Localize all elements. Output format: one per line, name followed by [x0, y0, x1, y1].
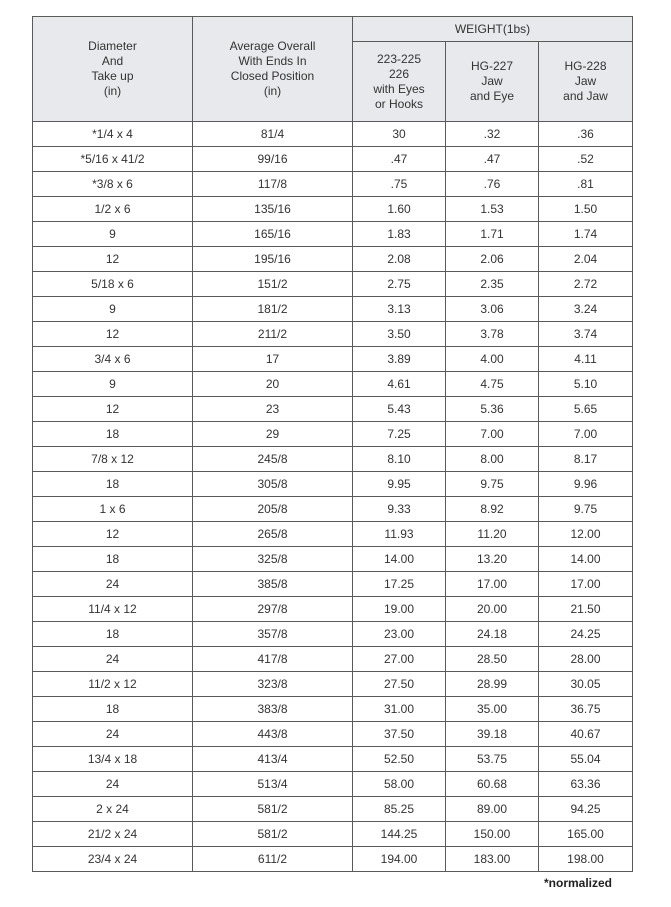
weight-jaw-jaw-cell: .36 — [539, 122, 633, 147]
table-row — [33, 147, 633, 172]
weight-jaw-jaw-cell: 9.75 — [539, 497, 633, 522]
diameter-header: Diameter And Take up (in) — [33, 17, 193, 122]
table-row — [33, 372, 633, 397]
overall-length-cell: 181/2 — [193, 297, 353, 322]
weight-jaw-eye-cell: 53.75 — [446, 747, 539, 772]
weight-eyes-hooks-cell: 27.00 — [353, 647, 446, 672]
weight-jaw-eye-cell: 17.00 — [446, 572, 539, 597]
diameter-cell: 13/4 x 18 — [33, 747, 193, 772]
weight-jaw-jaw-cell: 63.36 — [539, 772, 633, 797]
diameter-cell: 9 — [33, 222, 193, 247]
weight-jaw-eye-cell: 1.71 — [446, 222, 539, 247]
weight-eyes-hooks-cell: 52.50 — [353, 747, 446, 772]
weight-eyes-hooks-cell: .75 — [353, 172, 446, 197]
diameter-cell: 18 — [33, 622, 193, 647]
weight-eyes-hooks-cell: 27.50 — [353, 672, 446, 697]
weight-jaw-jaw-cell: 9.96 — [539, 472, 633, 497]
weight-header: WEIGHT(1bs) — [353, 17, 633, 42]
weight-jaw-eye-cell: .32 — [446, 122, 539, 147]
table-row — [33, 347, 633, 372]
overall-length-cell: 417/8 — [193, 647, 353, 672]
weight-jaw-eye-cell: 3.06 — [446, 297, 539, 322]
weight-jaw-jaw-cell: 1.74 — [539, 222, 633, 247]
overall-length-cell: 20 — [193, 372, 353, 397]
overall-length-cell: 443/8 — [193, 722, 353, 747]
weight-eyes-hooks-cell: 9.95 — [353, 472, 446, 497]
weight-jaw-eye-cell: 20.00 — [446, 597, 539, 622]
table-row — [33, 672, 633, 697]
weight-jaw-eye-cell: .47 — [446, 147, 539, 172]
weight-jaw-jaw-cell: 2.04 — [539, 247, 633, 272]
diameter-cell: 5/18 x 6 — [33, 272, 193, 297]
table-row — [33, 597, 633, 622]
overall-length-cell: 265/8 — [193, 522, 353, 547]
table-row — [33, 822, 633, 847]
weight-eyes-hooks-cell: 85.25 — [353, 797, 446, 822]
overall-length-cell: 17 — [193, 347, 353, 372]
overall-length-cell: 413/4 — [193, 747, 353, 772]
weight-jaw-eye-cell: 4.75 — [446, 372, 539, 397]
table-row — [33, 847, 633, 872]
diameter-cell: 18 — [33, 547, 193, 572]
overall-length-cell: 383/8 — [193, 697, 353, 722]
weight-jaw-eye-cell: 183.00 — [446, 847, 539, 872]
weight-jaw-jaw-cell: 55.04 — [539, 747, 633, 772]
diameter-cell: 9 — [33, 297, 193, 322]
weight-eyes-hooks-cell: 4.61 — [353, 372, 446, 397]
weight-jaw-jaw-header: HG-228 Jaw and Jaw — [539, 42, 633, 122]
table-row — [33, 247, 633, 272]
weight-jaw-jaw-cell: 36.75 — [539, 697, 633, 722]
overall-length-cell: 29 — [193, 422, 353, 447]
table-row — [33, 772, 633, 797]
overall-length-cell: 325/8 — [193, 547, 353, 572]
diameter-cell: 24 — [33, 572, 193, 597]
overall-length-cell: 385/8 — [193, 572, 353, 597]
overall-length-cell: 513/4 — [193, 772, 353, 797]
turnbuckle-weight-table — [32, 16, 633, 872]
diameter-cell: 24 — [33, 772, 193, 797]
weight-eyes-hooks-cell: 5.43 — [353, 397, 446, 422]
weight-jaw-eye-cell: 9.75 — [446, 472, 539, 497]
table-row — [33, 197, 633, 222]
diameter-cell: 24 — [33, 647, 193, 672]
overall-length-cell: 23 — [193, 397, 353, 422]
overall-length-header: Average Overall With Ends In Closed Position (in) — [193, 17, 353, 122]
table-row — [33, 797, 633, 822]
diameter-cell: 18 — [33, 472, 193, 497]
table-row — [33, 722, 633, 747]
diameter-cell: *3/8 x 6 — [33, 172, 193, 197]
weight-jaw-jaw-cell: 40.67 — [539, 722, 633, 747]
diameter-cell: 11/4 x 12 — [33, 597, 193, 622]
diameter-cell: 11/2 x 12 — [33, 672, 193, 697]
weight-eyes-hooks-cell: 37.50 — [353, 722, 446, 747]
weight-jaw-eye-cell: 39.18 — [446, 722, 539, 747]
diameter-cell: 12 — [33, 322, 193, 347]
weight-jaw-jaw-cell: 8.17 — [539, 447, 633, 472]
table-row — [33, 397, 633, 422]
diameter-cell: 2 x 24 — [33, 797, 193, 822]
table-row — [33, 747, 633, 772]
diameter-cell: 1/2 x 6 — [33, 197, 193, 222]
overall-length-cell: 99/16 — [193, 147, 353, 172]
weight-jaw-jaw-cell: 28.00 — [539, 647, 633, 672]
weight-jaw-eye-cell: 13.20 — [446, 547, 539, 572]
overall-length-cell: 81/4 — [193, 122, 353, 147]
table-row — [33, 547, 633, 572]
table-row — [33, 647, 633, 672]
table-row — [33, 172, 633, 197]
diameter-cell: 1 x 6 — [33, 497, 193, 522]
weight-jaw-eye-cell: .76 — [446, 172, 539, 197]
diameter-cell: 24 — [33, 722, 193, 747]
weight-jaw-eye-cell: 11.20 — [446, 522, 539, 547]
diameter-cell: 21/2 x 24 — [33, 822, 193, 847]
weight-jaw-eye-cell: 28.50 — [446, 647, 539, 672]
footnote: *normalized — [544, 876, 613, 890]
weight-jaw-eye-header: HG-227 Jaw and Eye — [446, 42, 539, 122]
weight-jaw-jaw-cell: 4.11 — [539, 347, 633, 372]
weight-eyes-hooks-cell: 9.33 — [353, 497, 446, 522]
diameter-cell: 3/4 x 6 — [33, 347, 193, 372]
weight-jaw-jaw-cell: 198.00 — [539, 847, 633, 872]
diameter-cell: *1/4 x 4 — [33, 122, 193, 147]
weight-jaw-jaw-cell: 24.25 — [539, 622, 633, 647]
weight-jaw-jaw-cell: 2.72 — [539, 272, 633, 297]
weight-jaw-jaw-cell: 5.10 — [539, 372, 633, 397]
diameter-cell: 9 — [33, 372, 193, 397]
weight-jaw-jaw-cell: 1.50 — [539, 197, 633, 222]
weight-eyes-hooks-cell: 3.89 — [353, 347, 446, 372]
overall-length-cell: 581/2 — [193, 822, 353, 847]
table-row — [33, 522, 633, 547]
table-header — [33, 17, 633, 122]
weight-jaw-eye-cell: 60.68 — [446, 772, 539, 797]
weight-jaw-eye-cell: 7.00 — [446, 422, 539, 447]
weight-jaw-eye-cell: 3.78 — [446, 322, 539, 347]
weight-jaw-jaw-cell: 12.00 — [539, 522, 633, 547]
weight-eyes-hooks-cell: 11.93 — [353, 522, 446, 547]
weight-jaw-eye-cell: 89.00 — [446, 797, 539, 822]
weight-eyes-hooks-header: 223-225 226 with Eyes or Hooks — [353, 42, 446, 122]
table-row — [33, 697, 633, 722]
diameter-cell: 18 — [33, 697, 193, 722]
weight-jaw-eye-cell: 24.18 — [446, 622, 539, 647]
weight-eyes-hooks-cell: 3.50 — [353, 322, 446, 347]
weight-eyes-hooks-cell: 30 — [353, 122, 446, 147]
overall-length-cell: 245/8 — [193, 447, 353, 472]
weight-eyes-hooks-cell: 3.13 — [353, 297, 446, 322]
overall-length-cell: 323/8 — [193, 672, 353, 697]
weight-eyes-hooks-cell: 144.25 — [353, 822, 446, 847]
table-row — [33, 572, 633, 597]
weight-jaw-jaw-cell: .81 — [539, 172, 633, 197]
table-row — [33, 622, 633, 647]
weight-jaw-eye-cell: 28.99 — [446, 672, 539, 697]
weight-jaw-eye-cell: 1.53 — [446, 197, 539, 222]
weight-jaw-jaw-cell: 94.25 — [539, 797, 633, 822]
weight-eyes-hooks-cell: 7.25 — [353, 422, 446, 447]
table-row — [33, 272, 633, 297]
weight-jaw-eye-cell: 2.06 — [446, 247, 539, 272]
overall-length-cell: 205/8 — [193, 497, 353, 522]
weight-eyes-hooks-cell: 23.00 — [353, 622, 446, 647]
weight-eyes-hooks-cell: 2.75 — [353, 272, 446, 297]
diameter-cell: 7/8 x 12 — [33, 447, 193, 472]
weight-eyes-hooks-cell: 17.25 — [353, 572, 446, 597]
weight-jaw-jaw-cell: 3.74 — [539, 322, 633, 347]
diameter-cell: 12 — [33, 247, 193, 272]
weight-eyes-hooks-cell: 8.10 — [353, 447, 446, 472]
weight-jaw-eye-cell: 8.00 — [446, 447, 539, 472]
overall-length-cell: 211/2 — [193, 322, 353, 347]
overall-length-cell: 135/16 — [193, 197, 353, 222]
diameter-cell: *5/16 x 41/2 — [33, 147, 193, 172]
weight-eyes-hooks-cell: 19.00 — [353, 597, 446, 622]
weight-eyes-hooks-cell: 194.00 — [353, 847, 446, 872]
weight-eyes-hooks-cell: 2.08 — [353, 247, 446, 272]
overall-length-cell: 117/8 — [193, 172, 353, 197]
overall-length-cell: 165/16 — [193, 222, 353, 247]
weight-jaw-eye-cell: 8.92 — [446, 497, 539, 522]
table-row — [33, 322, 633, 347]
weight-eyes-hooks-cell: .47 — [353, 147, 446, 172]
weight-jaw-eye-cell: 150.00 — [446, 822, 539, 847]
weight-jaw-jaw-cell: 5.65 — [539, 397, 633, 422]
table-row — [33, 447, 633, 472]
overall-length-cell: 151/2 — [193, 272, 353, 297]
weight-jaw-jaw-cell: 3.24 — [539, 297, 633, 322]
table-row — [33, 297, 633, 322]
table-row — [33, 222, 633, 247]
weight-eyes-hooks-cell: 58.00 — [353, 772, 446, 797]
diameter-cell: 18 — [33, 422, 193, 447]
weight-jaw-eye-cell: 4.00 — [446, 347, 539, 372]
weight-jaw-eye-cell: 5.36 — [446, 397, 539, 422]
weight-jaw-jaw-cell: 14.00 — [539, 547, 633, 572]
overall-length-cell: 305/8 — [193, 472, 353, 497]
weight-eyes-hooks-cell: 1.60 — [353, 197, 446, 222]
weight-jaw-eye-cell: 2.35 — [446, 272, 539, 297]
weight-jaw-jaw-cell: .52 — [539, 147, 633, 172]
weight-jaw-jaw-cell: 21.50 — [539, 597, 633, 622]
diameter-cell: 12 — [33, 522, 193, 547]
weight-eyes-hooks-cell: 1.83 — [353, 222, 446, 247]
weight-eyes-hooks-cell: 31.00 — [353, 697, 446, 722]
weight-jaw-jaw-cell: 165.00 — [539, 822, 633, 847]
weight-eyes-hooks-cell: 14.00 — [353, 547, 446, 572]
overall-length-cell: 297/8 — [193, 597, 353, 622]
table-row — [33, 472, 633, 497]
weight-jaw-jaw-cell: 7.00 — [539, 422, 633, 447]
overall-length-cell: 195/16 — [193, 247, 353, 272]
table-body — [33, 122, 633, 872]
table-row — [33, 497, 633, 522]
table-row — [33, 422, 633, 447]
weight-jaw-jaw-cell: 30.05 — [539, 672, 633, 697]
weight-jaw-jaw-cell: 17.00 — [539, 572, 633, 597]
weight-jaw-eye-cell: 35.00 — [446, 697, 539, 722]
overall-length-cell: 611/2 — [193, 847, 353, 872]
diameter-cell: 12 — [33, 397, 193, 422]
diameter-cell: 23/4 x 24 — [33, 847, 193, 872]
overall-length-cell: 357/8 — [193, 622, 353, 647]
overall-length-cell: 581/2 — [193, 797, 353, 822]
table-row — [33, 122, 633, 147]
